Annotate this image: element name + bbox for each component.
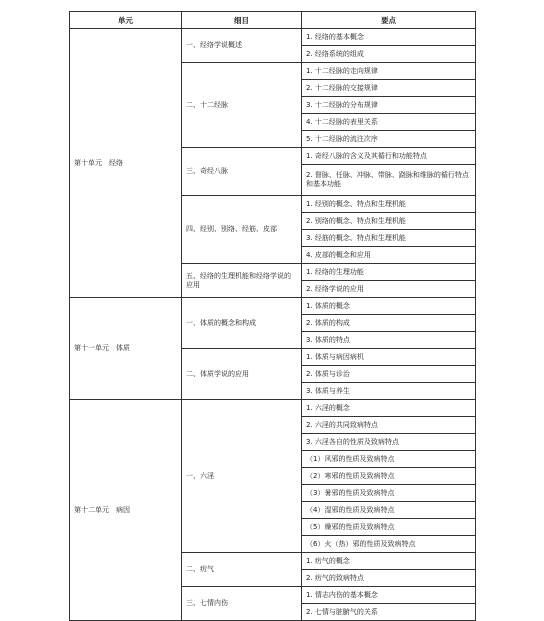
point-cell: 1. 体质的概念 xyxy=(302,298,476,315)
table-row xyxy=(70,400,476,417)
sub-cell: 一、六淫 xyxy=(182,400,302,553)
point-cell: 1. 六淫的概念 xyxy=(302,400,476,417)
sub-cell: 一、经络学说概述 xyxy=(182,29,302,63)
point-cell: 2. 体质与诊治 xyxy=(302,366,476,383)
point-cell: 2. 经络学说的应用 xyxy=(302,281,476,298)
sub-cell: 二、疠气 xyxy=(182,553,302,587)
point-cell: （4）湿邪的性质及致病特点 xyxy=(302,502,476,519)
point-cell: 3. 十二经脉的分布规律 xyxy=(302,97,476,114)
point-cell: 2. 六淫的共同致病特点 xyxy=(302,417,476,434)
unit-cell: 第十一单元 体质 xyxy=(70,298,182,400)
point-cell: 1. 经络的生理功能 xyxy=(302,264,476,281)
point-cell: 1. 经络的基本概念 xyxy=(302,29,476,46)
point-cell: 1. 十二经脉的走向规律 xyxy=(302,63,476,80)
unit-cell: 第十单元 经络 xyxy=(70,29,182,298)
point-cell: （3）暑邪的性质及致病特点 xyxy=(302,485,476,502)
sub-cell: 一、体质的概念和构成 xyxy=(182,298,302,349)
point-cell: 1. 经别的概念、特点和生理机能 xyxy=(302,196,476,213)
table-body xyxy=(70,29,476,621)
point-cell: 3. 体质的特点 xyxy=(302,332,476,349)
point-cell: 5. 十二经脉的流注次序 xyxy=(302,131,476,148)
table-row xyxy=(70,298,476,315)
sub-cell: 五、经络的生理机能和经络学说的应用 xyxy=(182,264,302,298)
point-cell: 2. 经络系统的组成 xyxy=(302,46,476,63)
syllabus-table xyxy=(69,11,476,621)
point-cell: 2. 别络的概念、特点和生理机能 xyxy=(302,213,476,230)
header-point: 要点 xyxy=(302,12,476,29)
sub-cell: 四、经别、别络、经筋、皮部 xyxy=(182,196,302,264)
point-cell: （6）火（热）邪的性质及致病特点 xyxy=(302,536,476,553)
sub-cell: 三、七情内伤 xyxy=(182,587,302,621)
point-cell: 3. 体质与养生 xyxy=(302,383,476,400)
header-sub: 细目 xyxy=(182,12,302,29)
point-cell: 2. 督脉、任脉、冲脉、带脉、跷脉和维脉的循行特点和基本功能 xyxy=(302,165,476,196)
point-cell: 1. 奇经八脉的含义及其循行和功能特点 xyxy=(302,148,476,165)
point-cell: 2. 体质的构成 xyxy=(302,315,476,332)
point-cell: 2. 七情与脏腑气的关系 xyxy=(302,604,476,621)
sub-cell: 三、奇经八脉 xyxy=(182,148,302,196)
point-cell: 1. 体质与病因病机 xyxy=(302,349,476,366)
point-cell: 3. 经筋的概念、特点和生理机能 xyxy=(302,230,476,247)
point-cell: 2. 十二经脉的交接规律 xyxy=(302,80,476,97)
point-cell: 4. 皮部的概念和应用 xyxy=(302,247,476,264)
point-cell: 4. 十二经脉的表里关系 xyxy=(302,114,476,131)
point-cell: （5）燥邪的性质及致病特点 xyxy=(302,519,476,536)
point-cell: 2. 疠气的致病特点 xyxy=(302,570,476,587)
point-cell: （2）寒邪的性质及致病特点 xyxy=(302,468,476,485)
point-cell: 3. 六淫各自的性质及致病特点 xyxy=(302,434,476,451)
header-unit: 单元 xyxy=(70,12,182,29)
table-row xyxy=(70,29,476,46)
point-cell: （1）风邪的性质及致病特点 xyxy=(302,451,476,468)
header-row xyxy=(70,12,476,29)
unit-cell: 第十二单元 病因 xyxy=(70,400,182,621)
point-cell: 1. 疠气的概念 xyxy=(302,553,476,570)
sub-cell: 二、体质学说的应用 xyxy=(182,349,302,400)
sub-cell: 二、十二经脉 xyxy=(182,63,302,148)
point-cell: 1. 情志内伤的基本概念 xyxy=(302,587,476,604)
